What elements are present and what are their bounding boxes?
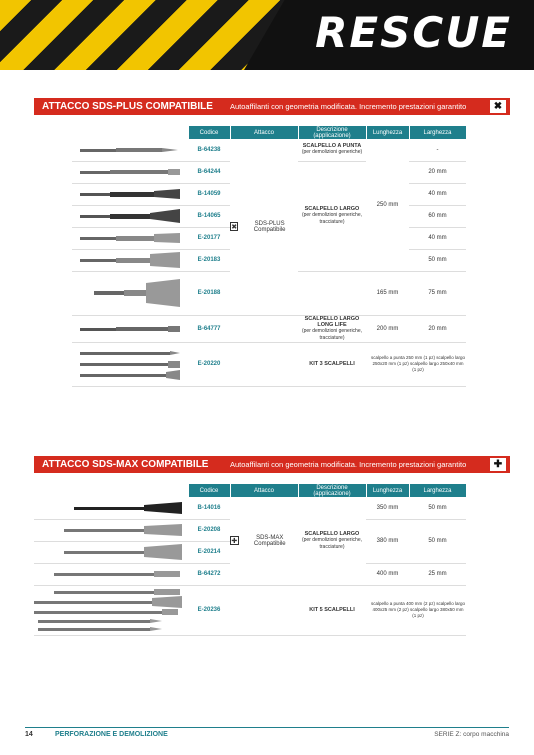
kit-contents: scalpello a punta 400 mm (2 pz) scalpello largo 400x25 mm (2 pz) scalpello largo 380x50 mm (1 pz)	[366, 585, 466, 635]
length-cell: 165 mm	[366, 271, 409, 315]
spec-table-sds-max	[34, 484, 467, 636]
brand-title: RESCUE	[315, 8, 512, 57]
footer-divider	[25, 727, 509, 728]
attacco-cell	[230, 497, 298, 585]
wide-chisel-icon	[34, 501, 184, 515]
section-description: Autoaffilanti con geometria modificata. Incremento prestazioni garantito	[230, 460, 467, 469]
section-title: ATTACCO SDS-PLUS COMPATIBILE	[42, 101, 213, 112]
header-descrizione: Descrizione (applicazione)	[298, 484, 366, 497]
toothed-chisel-icon	[72, 252, 184, 268]
width-cell: 25 mm	[409, 563, 466, 585]
product-code: B-14065	[188, 205, 230, 227]
attacco-cell	[230, 585, 298, 635]
chisel-image	[72, 227, 188, 249]
pointed-chisel-icon	[72, 145, 184, 155]
flat-chisel-icon	[34, 569, 184, 579]
width-cell: 50 mm	[409, 497, 466, 519]
hazard-banner	[0, 0, 534, 70]
width-cell: 75 mm	[409, 271, 466, 315]
desc-sub: (per demolizioni generiche)	[301, 149, 363, 156]
chisel-kit-icon	[72, 346, 184, 382]
cross-bit-icon: ✖	[490, 100, 506, 113]
header-lunghezza: Lunghezza	[366, 126, 409, 139]
length-cell: 350 mm	[366, 497, 409, 519]
header-codice: Codice	[188, 484, 230, 497]
description-cell	[298, 342, 366, 386]
header-larghezza: Larghezza	[409, 126, 466, 139]
desc-title: SCALPELLO A PUNTA	[302, 143, 362, 150]
footer-category: PERFORAZIONE E DEMOLIZIONE	[55, 731, 168, 738]
description-cell	[298, 161, 366, 271]
chisel-image	[72, 315, 188, 342]
header-attacco: Attacco	[230, 126, 298, 139]
attacco-cell	[230, 342, 298, 386]
chisel-image	[34, 519, 188, 541]
product-code: E-20188	[188, 271, 230, 315]
width-cell: 50 mm	[409, 519, 466, 563]
spec-table-sds-plus	[72, 126, 467, 387]
width-cell: -	[409, 139, 466, 161]
product-code: B-14059	[188, 183, 230, 205]
section-header-sds-max	[34, 456, 510, 473]
description-cell	[298, 497, 366, 585]
table-row	[34, 585, 466, 635]
chisel-image	[72, 249, 188, 271]
desc-title: KIT 3 SCALPELLI	[309, 361, 355, 367]
description-cell	[298, 139, 366, 161]
product-code: E-20236	[188, 585, 230, 635]
tile-chisel-icon	[72, 279, 184, 307]
chisel-image	[72, 271, 188, 315]
desc-title: SCALPELLO LARGO	[304, 206, 360, 212]
chisel-image	[34, 541, 188, 563]
desc-title: SCALPELLO LARGO	[304, 530, 360, 537]
footer-series: SERIE Z: corpo macchina	[434, 731, 509, 738]
desc-sub: (per demolizioni generiche, tracciature)	[301, 327, 363, 341]
chisel-image	[34, 563, 188, 585]
section-title: ATTACCO SDS-MAX COMPATIBILE	[42, 459, 209, 470]
attacco-cell	[230, 315, 298, 342]
desc-sub: (per demolizioni generiche, tracciature)	[301, 212, 363, 225]
spline-bit-icon: ✚	[231, 537, 238, 545]
table-row	[72, 139, 466, 161]
page-number: 14	[25, 731, 33, 738]
attacco-cell	[230, 139, 298, 315]
length-cell: 380 mm	[366, 519, 409, 563]
description-cell	[298, 315, 366, 342]
long-life-chisel-icon	[72, 324, 184, 334]
attacco-label: SDS-MAX Compatibile	[253, 534, 286, 547]
toothed-chisel-icon	[34, 544, 184, 560]
desc-title: KIT 5 SCALPELLI	[309, 607, 355, 613]
product-code: E-20183	[188, 249, 230, 271]
toothed-chisel-icon	[72, 232, 184, 244]
product-code: E-20214	[188, 541, 230, 563]
chisel-image	[72, 205, 188, 227]
header-codice: Codice	[188, 126, 230, 139]
wide-chisel-icon	[72, 209, 184, 223]
table-row	[34, 497, 466, 519]
toothed-chisel-icon	[34, 523, 184, 537]
length-cell: 250 mm	[366, 139, 409, 271]
table-header-row	[72, 126, 466, 139]
table-row	[72, 315, 466, 342]
product-code: B-64238	[188, 139, 230, 161]
header-attacco: Attacco	[230, 484, 298, 497]
desc-sub: (per demolizioni generiche, tracciature)	[301, 536, 363, 550]
spline-bit-icon: ✚	[490, 458, 506, 471]
cross-bit-icon: ✖	[231, 223, 238, 231]
product-code: B-14016	[188, 497, 230, 519]
description-cell	[298, 585, 366, 635]
header-lunghezza: Lunghezza	[366, 484, 409, 497]
width-cell: 40 mm	[409, 227, 466, 249]
chisel-image	[72, 183, 188, 205]
chisel-image	[72, 161, 188, 183]
product-code: B-64244	[188, 161, 230, 183]
product-code: E-20177	[188, 227, 230, 249]
header-descrizione: Descrizione (applicazione)	[298, 126, 366, 139]
width-cell: 40 mm	[409, 183, 466, 205]
chisel-image	[34, 585, 188, 635]
width-cell: 20 mm	[409, 315, 466, 342]
table-row	[72, 342, 466, 386]
length-cell: 400 mm	[366, 563, 409, 585]
product-code: E-20220	[188, 342, 230, 386]
header-larghezza: Larghezza	[409, 484, 466, 497]
section-description: Autoaffilanti con geometria modificata. Incremento prestazioni garantito	[230, 102, 467, 111]
product-code: E-20208	[188, 519, 230, 541]
section-header-sds-plus	[34, 98, 510, 115]
product-code: B-64272	[188, 563, 230, 585]
table-header-row	[34, 484, 466, 497]
flat-chisel-icon	[72, 188, 184, 200]
width-cell: 20 mm	[409, 161, 466, 183]
width-cell: 60 mm	[409, 205, 466, 227]
chisel-image	[72, 342, 188, 386]
chisel-image	[72, 139, 188, 161]
attacco-label: SDS-PLUS Compatibile	[253, 220, 286, 233]
flat-chisel-icon	[72, 167, 184, 177]
width-cell: 50 mm	[409, 249, 466, 271]
length-cell: 200 mm	[366, 315, 409, 342]
page-footer	[25, 731, 509, 738]
description-cell	[298, 271, 366, 315]
chisel-image	[34, 497, 188, 519]
kit-contents: scalpello a punta 250 mm (1 pz) scalpello largo 250x20 mm (1 pz) scalpello largo 250x40 mm (1 pz)	[366, 342, 466, 386]
product-code: B-64777	[188, 315, 230, 342]
chisel-kit-icon	[34, 588, 184, 632]
desc-title: SCALPELLO LARGO LONG LIFE	[304, 315, 360, 328]
